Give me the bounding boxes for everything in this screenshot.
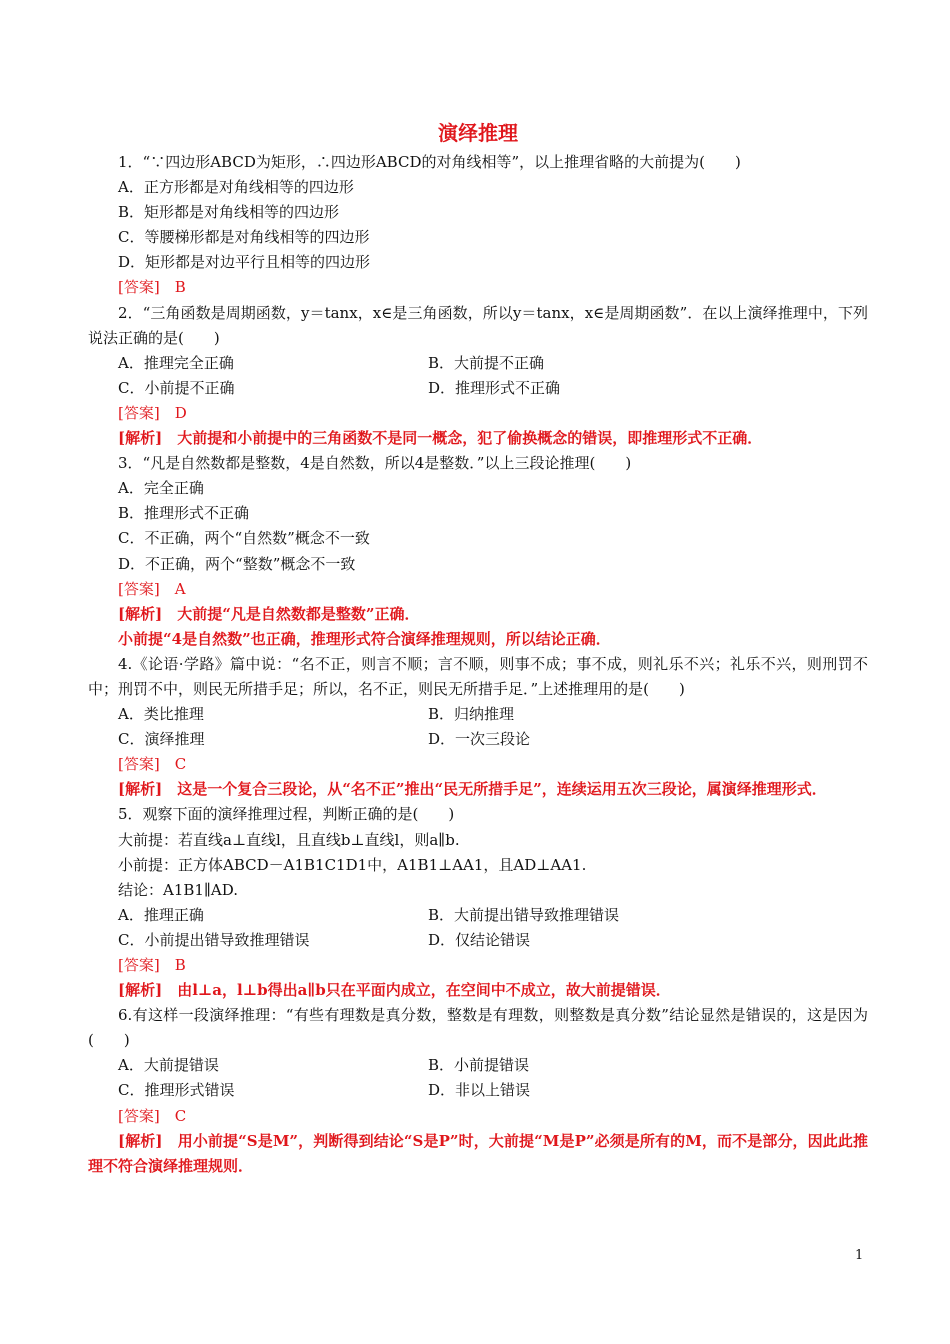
question-1-answer: [答案] B bbox=[118, 278, 186, 297]
question-5-option-a: A．推理正确 bbox=[118, 905, 204, 924]
question-3-option-d: D．不正确，两个“整数”概念不一致 bbox=[118, 554, 356, 573]
question-3-stem: 3．“凡是自然数都是整数，4是自然数，所以4是整数．”以上三段论推理( ) bbox=[118, 454, 632, 473]
question-4-answer: [答案] C bbox=[118, 755, 187, 774]
question-4-analysis: [解析] 这是一个复合三段论，从“名不正”推出“民无所措手足”，连续运用五次三段论，属演绎推理形式． bbox=[118, 780, 827, 799]
question-2-option-d: D．推理形式不正确 bbox=[428, 378, 561, 397]
question-4-option-a: A．类比推理 bbox=[118, 705, 204, 724]
question-2-options-row-2 bbox=[88, 376, 868, 401]
page-number: 1 bbox=[855, 1248, 864, 1263]
question-6-stem: 6.有这样一段演绎推理：“有些有理数是真分数，整数是有理数，则整数是真分数”结论显然是错误的，这是因为( ) bbox=[88, 1006, 868, 1050]
document-page bbox=[88, 118, 868, 1179]
question-1-option-a: A．正方形都是对角线相等的四边形 bbox=[118, 178, 354, 197]
question-2-stem: 2．“三角函数是周期函数，y＝tanx，x∈是三角函数，所以y＝tanx，x∈是周期函数”．在以上演绎推理中，下列说法正确的是( ) bbox=[88, 303, 868, 347]
question-6-option-b: B．小前提错误 bbox=[428, 1056, 530, 1075]
question-4-option-c: C．演绎推理 bbox=[118, 730, 205, 749]
question-6-answer: [答案] C bbox=[118, 1106, 187, 1125]
question-1-option-c: C．等腰梯形都是对角线相等的四边形 bbox=[118, 228, 370, 247]
document-title: 演绎推理 bbox=[438, 121, 518, 145]
question-6-option-a: A．大前提错误 bbox=[118, 1056, 219, 1075]
question-2-option-b: B．大前提不正确 bbox=[428, 353, 545, 372]
question-4-stem: 4.《论语·学路》篇中说：“名不正，则言不顺；言不顺，则事不成；事不成，则礼乐不兴；礼乐不兴，则刑罚不中；刑罚不中，则民无所措手足；所以，名不正，则民无所措手足．”上述推理用的是( ) bbox=[88, 654, 868, 698]
question-6-option-d: D．非以上错误 bbox=[428, 1081, 531, 1100]
question-3-option-a: A．完全正确 bbox=[118, 479, 204, 498]
question-5-stem: 5．观察下面的演绎推理过程，判断正确的是( ) bbox=[118, 805, 455, 824]
question-4-options-row-1 bbox=[88, 702, 868, 727]
question-1-option-d: D．矩形都是对边平行且相等的四边形 bbox=[118, 253, 371, 272]
question-4-option-d: D．一次三段论 bbox=[428, 730, 531, 749]
question-2-option-a: A．推理完全正确 bbox=[118, 353, 234, 372]
question-5-major-premise: 大前提：若直线a⊥直线l，且直线b⊥直线l，则a∥b. bbox=[118, 830, 460, 849]
question-4-option-b: B．归纳推理 bbox=[428, 705, 515, 724]
question-3-analysis-2: 小前提“4是自然数”也正确，推理形式符合演绎推理规则，所以结论正确． bbox=[118, 629, 611, 648]
question-2-answer: [答案] D bbox=[118, 403, 187, 422]
question-1-option-b: B．矩形都是对角线相等的四边形 bbox=[118, 203, 340, 222]
question-6-options-row-1 bbox=[88, 1053, 868, 1078]
question-5-options-row-1 bbox=[88, 903, 868, 928]
question-6-option-c: C．推理形式错误 bbox=[118, 1081, 235, 1100]
question-5-options-row-2 bbox=[88, 928, 868, 953]
question-6-options-row-2 bbox=[88, 1078, 868, 1103]
question-5-conclusion: 结论：A1B1∥AD. bbox=[118, 880, 238, 899]
question-4-options-row-2 bbox=[88, 727, 868, 752]
question-2-options-row-1 bbox=[88, 351, 868, 376]
question-5-answer: [答案] B bbox=[118, 956, 186, 974]
question-3-option-b: B．推理形式不正确 bbox=[118, 504, 250, 523]
question-5-analysis: [解析] 由l⊥a，l⊥b得出a∥b只在平面内成立，在空间中不成立，故大前提错误． bbox=[118, 981, 671, 1000]
question-2-option-c: C．小前提不正确 bbox=[118, 378, 235, 397]
question-3-option-c: C．不正确，两个“自然数”概念不一致 bbox=[118, 529, 370, 548]
question-5-option-d: D．仅结论错误 bbox=[428, 930, 531, 949]
question-5-option-c: C．小前提出错导致推理错误 bbox=[118, 930, 310, 949]
question-5-option-b: B．大前提出错导致推理错误 bbox=[428, 905, 620, 924]
question-3-analysis-1: [解析] 大前提“凡是自然数都是整数”正确． bbox=[118, 604, 420, 623]
question-1-stem: 1．“∵四边形ABCD为矩形，∴四边形ABCD的对角线相等”，以上推理省略的大前提为( ) bbox=[118, 153, 741, 171]
question-5-minor-premise: 小前提：正方体ABCD－A1B1C1D1中，A1B1⊥AA1，且AD⊥AA1. bbox=[118, 855, 587, 874]
question-2-analysis: [解析] 大前提和小前提中的三角函数不是同一概念，犯了偷换概念的错误，即推理形式不正确． bbox=[118, 429, 763, 448]
question-3-answer: [答案] A bbox=[118, 579, 186, 598]
question-6-analysis: [解析] 用小前提“S是M”，判断得到结论“S是P”时，大前提“M是P”必须是所有的M，而不是部分，因此此推理不符合演绎推理规则． bbox=[88, 1131, 868, 1175]
